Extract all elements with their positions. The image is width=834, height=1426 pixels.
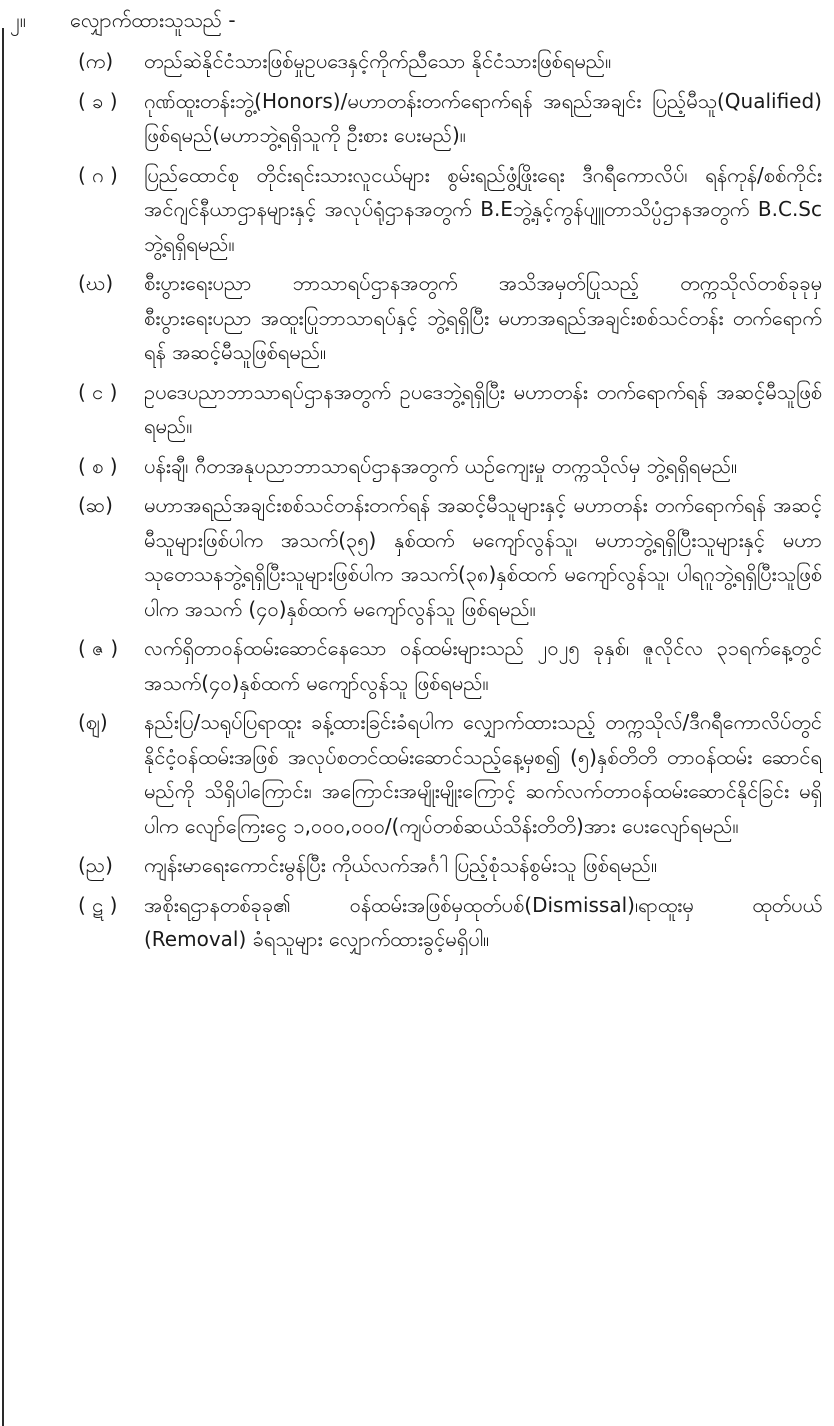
item-label: (ဃ): [78, 271, 114, 295]
left-margin-rule: [2, 28, 4, 1426]
item-text: တည်ဆဲနိုင်ငံသားဖြစ်မှုဥပဒေနှင့်ကိုက်ညီသော နိုင်ငံသားဖြစ်ရမည်။: [144, 49, 612, 73]
list-item: [78, 266, 822, 370]
item-label: ( ဇ ): [78, 636, 119, 660]
item-text: နည်းပြ/သရုပ်ပြရာထူး ခန့်ထားခြင်းခံရပါက လျှောက်ထားသည့် တက္ကသိုလ်/ဒီဂရီကောလိပ်တွင် နိုင်ငံ့ဝန်ထမ်းအဖြစ် အလုပ်စတင်ထမ်းဆောင်သည့်နေ့မှစ၍ (၅)နှစ်တိတိ တာဝန်ထမ်း ဆောင်ရမည်ကို သိရှိပါကြောင်း၊ အကြောင်းအမျိုးမျိုးကြောင့် ဆက်လက်တာဝန်ထမ်းဆောင်နိုင်ခြင်း မရှိပါက လျော်ကြေးငွေ ၁,၀၀၀,၀၀၀/(ကျပ်တစ်ဆယ်သိန်းတိတိ)အား ပေးလျော်ရမည်။: [144, 710, 822, 838]
item-text: ပြည်ထောင်စု တိုင်းရင်းသားလူငယ်များ စွမ်းရည်ဖွံ့ဖြိုးရေး ဒီဂရီကောလိပ်၊ ရန်ကုန်/စစ်ကိုင်း အင်ဂျင်နီယာဌာနများနှင့် အလုပ်ရုံဌာနအတွက် B.Eဘွဲ့နှင့်ကွန်ပျူတာသိပ္ပံဌာနအတွက် B.C.Sc ဘွဲ့ရရှိရမည်။: [144, 162, 822, 256]
list-item: [78, 158, 822, 262]
list-item: [78, 631, 822, 700]
item-label: (ဆ): [78, 493, 113, 517]
item-label: ( စ ): [78, 453, 118, 478]
list-item: [78, 449, 822, 484]
item-text: လက်ရှိတာဝန်ထမ်းဆောင်နေသော ဝန်ထမ်းများသည် ၂၀၂၅ ခုနှစ်၊ ဇူလိုင်လ ၃၁ရက်နေ့တွင် အသက်(၄၀)နှစ်ထက် မကျော်လွန်သူ ဖြစ်ရမည်။: [144, 636, 822, 695]
list-item: [78, 84, 822, 153]
item-label: ( င ): [78, 379, 118, 404]
item-text: စီးပွားရေးပညာ ဘာသာရပ်ဌာနအတွက် အသိအမှတ်ပြုသည့် တက္ကသိုလ်တစ်ခုခုမှ စီးပွားရေးပညာ အထူးပြုဘာသာရပ်နှင့် ဘွဲ့ရရှိပြီး မဟာအရည်အချင်းစစ်သင်တန်း တက်ရောက်ရန် အဆင့်မီသူဖြစ်ရမည်။: [144, 271, 822, 364]
item-text: မဟာအရည်အချင်းစစ်သင်တန်းတက်ရန် အဆင့်မီသူများနှင့် မဟာတန်း တက်ရောက်ရန် အဆင့်မီသူများဖြစ်ပါက အသက်(၃၅) နှစ်ထက် မကျော်လွန်သူ၊ မဟာဘွဲ့ရရှိပြီးသူများနှင့် မဟာသုတေသနဘွဲ့ရရှိပြီးသူများဖြစ်ပါက အသက်(၃၈)နှစ်ထက် မကျော်လွန်သူ၊ ပါရဂူဘွဲ့ရရှိပြီးသူဖြစ်ပါက အသက် (၄၀)နှစ်ထက် မကျော်လွန်သူ ဖြစ်ရမည်။: [144, 493, 822, 621]
item-label: ( ဂ ): [78, 162, 118, 187]
item-text: ကျန်းမာရေးကောင်းမွန်ပြီး ကိုယ်လက်အင်္ဂါ ပြည့်စုံသန်စွမ်းသူ ဖြစ်ရမည်။: [144, 853, 658, 877]
item-text: ဂုဏ်ထူးတန်းဘွဲ့(Honors)/မဟာတန်းတက်ရောက်ရန် အရည်အချင်း ပြည့်မီသူ(Qualified) ဖြစ်ရမည်(မဟာဘွဲ့ရရှိသူကို ဦးစား ပေးမည်)။: [144, 88, 822, 147]
item-label: (ဈ): [78, 710, 108, 734]
section-heading: [10, 2, 236, 42]
section-number: ၂။: [10, 8, 26, 32]
list-item: [78, 375, 822, 444]
item-label: (ည): [78, 853, 113, 877]
item-label: (က): [78, 49, 114, 73]
item-text: အစိုးရဌာနတစ်ခုခု၏ ဝန်ထမ်းအဖြစ်မှထုတ်ပစ်(Dismissal)၊ရာထူးမှ ထုတ်ပယ် (Removal) ခံရသူများ လျှောက်ထားခွင့်မရှိပါ။: [144, 892, 822, 951]
list-item: [78, 44, 822, 79]
item-text: ပန်းချီ၊ ဂီတအနုပညာဘာသာရပ်ဌာနအတွက် ယဉ်ကျေးမှု တက္ကသိုလ်မှ ဘွဲ့ရရှိရမည်။: [144, 453, 738, 478]
list-item: [78, 848, 822, 883]
list-item: [78, 705, 822, 843]
list-item: [78, 488, 822, 626]
item-text: ဥပဒေပညာဘာသာရပ်ဌာနအတွက် ဥပဒေဘွဲ့ရရှိပြီး မဟာတန်း တက်ရောက်ရန် အဆင့်မီသူဖြစ်ရမည်။: [144, 379, 822, 438]
requirements-list: [78, 44, 822, 962]
item-label: ( ဋ ): [78, 892, 118, 917]
section-title: လျှောက်ထားသူသည် -: [70, 8, 236, 32]
list-item: [78, 888, 822, 957]
item-label: ( ခ ): [78, 88, 118, 113]
